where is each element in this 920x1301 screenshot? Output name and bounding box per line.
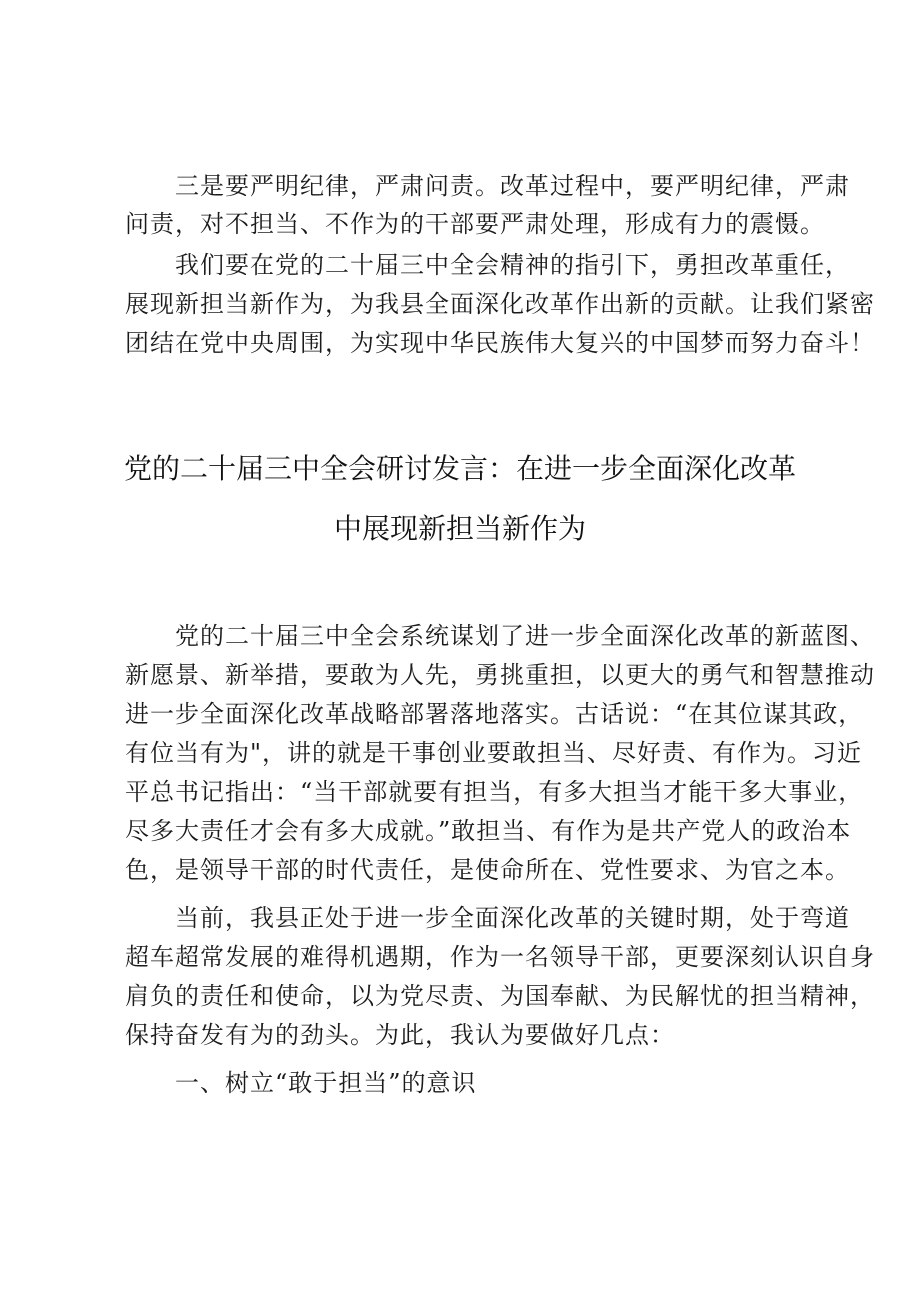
section-heading: 一、树立“敢于担当”的意识 bbox=[125, 1069, 477, 1097]
paragraph-line: 尽多大责任才会有多大成就。”敢担当、有作为是共产党人的政治本 bbox=[125, 817, 852, 845]
paragraph-line: 我们要在党的二十届三中全会精神的指引下，勇担改革重任， bbox=[125, 251, 850, 279]
paragraph-line: 进一步全面深化改革战略部署落地落实。古话说：“在其位谋其政， bbox=[125, 700, 864, 728]
title-line-1: 党的二十届三中全会研讨发言：在进一步全面深化改革 bbox=[123, 452, 796, 485]
paragraph-line: 问责，对不担当、不作为的干部要严肃处理，形成有力的震慑。 bbox=[125, 210, 825, 238]
paragraph-line: 当前，我县正处于进一步全面深化改革的关键时期，处于弯道 bbox=[125, 904, 850, 932]
paragraph-line: 肩负的责任和使命，以为党尽责、为国奉献、为民解忧的担当精神， bbox=[125, 982, 875, 1010]
paragraph-line: 平总书记指出：“当干部就要有担当，有多大担当才能干多大事业， bbox=[125, 778, 864, 806]
paragraph-line: 团结在党中央周围，为实现中华民族伟大复兴的中国梦而努力奋斗！ bbox=[125, 329, 875, 357]
paragraph-line: 有位当有为"，讲的就是干事创业要敢担当、尽好责、有作为。习近 bbox=[125, 739, 863, 767]
paragraph-line: 展现新担当新作为，为我县全面深化改革作出新的贡献。让我们紧密 bbox=[125, 290, 875, 318]
title-line-2: 中展现新担当新作为 bbox=[333, 512, 586, 545]
paragraph-line: 三是要严明纪律，严肃问责。改革过程中，要严明纪律，严肃 bbox=[125, 172, 850, 200]
paragraph-line: 色，是领导干部的时代责任，是使命所在、党性要求、为官之本。 bbox=[125, 856, 850, 884]
paragraph-line: 超车超常发展的难得机遇期，作为一名领导干部，更要深刻认识自身 bbox=[125, 943, 875, 971]
paragraph-line: 党的二十届三中全会系统谋划了进一步全面深化改革的新蓝图、 bbox=[125, 622, 875, 650]
paragraph-line: 新愿景、新举措，要敢为人先，勇挑重担，以更大的勇气和智慧推动 bbox=[125, 661, 875, 689]
paragraph-line: 保持奋发有为的劲头。为此，我认为要做好几点： bbox=[125, 1021, 675, 1049]
